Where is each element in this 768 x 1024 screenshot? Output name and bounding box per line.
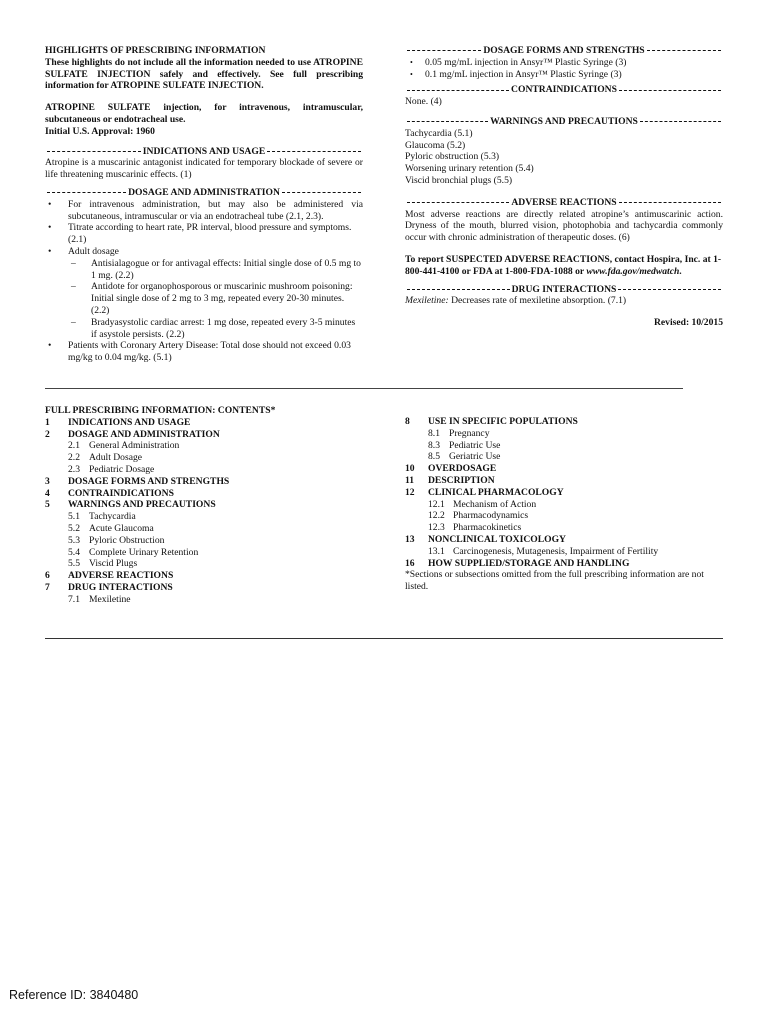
toc-subsection[interactable] bbox=[405, 522, 723, 534]
interactions-section-header bbox=[405, 284, 723, 296]
dosage-list bbox=[45, 199, 363, 364]
highlights-divider bbox=[45, 388, 683, 389]
contraindications-section-header bbox=[405, 84, 723, 96]
highlights-right-column bbox=[405, 45, 723, 329]
toc-left-column bbox=[45, 405, 375, 606]
toc-section-number: 8 bbox=[405, 416, 410, 427]
toc-section-number: 7 bbox=[45, 581, 50, 593]
warning-item: Viscid bronchial plugs (5.5) bbox=[405, 174, 513, 186]
adult-dosage-sublist bbox=[68, 258, 363, 341]
forms-section-header bbox=[405, 45, 723, 57]
toc-section[interactable] bbox=[45, 476, 375, 488]
adverse-report bbox=[405, 254, 723, 278]
toc-section[interactable] bbox=[405, 534, 723, 546]
toc-subsection-number: 12.3 bbox=[428, 522, 445, 534]
toc-subsection[interactable] bbox=[405, 499, 723, 511]
toc-footnote: *Sections or subsections omitted from the full prescribing information are not listed. bbox=[405, 569, 704, 593]
toc-subsection-number: 5.1 bbox=[68, 511, 80, 523]
toc-section[interactable] bbox=[405, 416, 723, 428]
adverse-title: ADVERSE REACTIONS bbox=[511, 196, 617, 208]
toc-section-number: 13 bbox=[405, 533, 415, 545]
interactions-title: DRUG INTERACTIONS bbox=[511, 283, 617, 295]
toc-subsection[interactable] bbox=[45, 523, 375, 535]
toc-subsection-title: Viscid Plugs bbox=[89, 558, 138, 570]
contraindications-title: CONTRAINDICATIONS bbox=[511, 84, 617, 96]
toc-subsection-title: Carcinogenesis, Mutagenesis, Impairment of Fertility bbox=[453, 545, 659, 557]
forms-item: • 0.1 mg/mL injection in Ansyr™ Plastic Syringe (3) bbox=[405, 69, 723, 81]
toc-section[interactable] bbox=[45, 570, 375, 582]
toc-subsection-number: 2.3 bbox=[68, 463, 80, 475]
toc-subsection-number: 13.1 bbox=[428, 545, 445, 557]
highlights-intro: These highlights do not include all the information needed to use ATROPINE SULFATE INJECTION safely and effectively. See full prescribing information for ATROPINE SULFATE INJECTION. bbox=[45, 56, 363, 92]
toc-subsection-title: Mexiletine bbox=[89, 593, 131, 605]
toc-section[interactable] bbox=[405, 475, 723, 487]
toc-section-number: 10 bbox=[405, 463, 415, 475]
toc-subsection[interactable] bbox=[45, 511, 375, 523]
toc-divider bbox=[45, 638, 723, 639]
adverse-report-text: To report SUSPECTED ADVERSE REACTIONS, contact Hospira, Inc. at 1-800-441-4100 or FDA at 1-800-FDA-1088 or bbox=[405, 253, 722, 277]
adverse-text: Most adverse reactions are directly related atropine’s antimuscarinic action. Dryness of the mouth, blurred vision, photophobia and tachycardia commonly occur with chronic administration of therapeutic doses. (6) bbox=[405, 208, 723, 244]
toc-section-number: 6 bbox=[45, 570, 50, 582]
toc-subsection-title: Pyloric Obstruction bbox=[89, 534, 165, 546]
toc-section[interactable] bbox=[405, 487, 723, 499]
toc-subsection-title: Pediatric Dosage bbox=[89, 463, 155, 475]
toc-subsection-number: 12.1 bbox=[428, 498, 445, 510]
toc-left-list bbox=[45, 417, 375, 606]
indications-section-header bbox=[45, 146, 363, 158]
toc-right-list bbox=[405, 416, 723, 569]
forms-list bbox=[405, 57, 723, 81]
toc-section-title: HOW SUPPLIED/STORAGE AND HANDLING bbox=[428, 557, 630, 569]
toc-subsection-number: 8.3 bbox=[428, 439, 440, 451]
toc-section[interactable] bbox=[45, 488, 375, 500]
toc-right-column bbox=[405, 416, 723, 593]
dosage-bullet-route: • For intravenous administration, but may also be administered via subcutaneous, intramuscular or via an endotracheal tube (2.1, 2.3). bbox=[45, 199, 363, 223]
toc-section[interactable] bbox=[405, 463, 723, 475]
adverse-section-header bbox=[405, 197, 723, 209]
toc-section-number: 12 bbox=[405, 486, 415, 498]
toc-section-number: 3 bbox=[45, 475, 50, 487]
toc-subsection[interactable] bbox=[45, 558, 375, 570]
toc-subsection-title: Tachycardia bbox=[89, 511, 136, 523]
toc-subsection[interactable] bbox=[45, 535, 375, 547]
toc-section-title: CLINICAL PHARMACOLOGY bbox=[428, 486, 564, 498]
toc-section-number: 11 bbox=[405, 474, 415, 486]
dosage-bullet-adult bbox=[45, 246, 363, 340]
toc-subsection-number: 8.1 bbox=[428, 427, 440, 439]
toc-section-title: WARNINGS AND PRECAUTIONS bbox=[68, 499, 216, 511]
warning-item: Glaucoma (5.2) bbox=[405, 139, 466, 151]
toc-subsection-number: 2.2 bbox=[68, 452, 80, 464]
toc-section[interactable] bbox=[405, 558, 723, 570]
toc-subsection[interactable] bbox=[405, 440, 723, 452]
toc-subsection-number: 8.5 bbox=[428, 451, 440, 463]
toc-subsection-number: 2.1 bbox=[68, 440, 80, 452]
product-description: ATROPINE SULFATE injection, for intravenous, intramuscular, subcutaneous or endotracheal use. bbox=[45, 102, 363, 125]
medwatch-link[interactable]: www.fda.gov/medwatch bbox=[586, 265, 680, 277]
toc-subsection-title: Pharmacodynamics bbox=[453, 510, 529, 522]
dosage-bullet-titrate: • Titrate according to heart rate, PR interval, blood pressure and symptoms. (2.1) bbox=[45, 222, 363, 246]
toc-subsection-title: Mechanism of Action bbox=[453, 498, 537, 510]
toc-section-number: 5 bbox=[45, 499, 50, 511]
dosage-title: DOSAGE AND ADMINISTRATION bbox=[128, 186, 280, 198]
interaction-drug: Mexiletine: bbox=[405, 295, 449, 307]
toc-subsection-title: Pediatric Use bbox=[449, 439, 501, 451]
toc-subsection-title: Acute Glaucoma bbox=[89, 522, 154, 534]
toc-heading: FULL PRESCRIBING INFORMATION: CONTENTS* bbox=[45, 405, 276, 416]
toc-subsection-title: Complete Urinary Retention bbox=[89, 546, 199, 558]
warning-item: Pyloric obstruction (5.3) bbox=[405, 151, 500, 163]
toc-section-title: DOSAGE FORMS AND STRENGTHS bbox=[68, 475, 230, 487]
dosage-adult-label: Adult dosage bbox=[68, 245, 119, 257]
toc-subsection-number: 5.4 bbox=[68, 546, 80, 558]
toc-subsection-title: Pharmacokinetics bbox=[453, 522, 522, 534]
toc-subsection[interactable] bbox=[45, 464, 375, 476]
toc-section-title: DESCRIPTION bbox=[428, 474, 495, 486]
initial-approval: Initial U.S. Approval: 1960 bbox=[45, 125, 155, 137]
toc-subsection-number: 7.1 bbox=[68, 593, 80, 605]
toc-subsection[interactable] bbox=[45, 547, 375, 559]
toc-section-title: OVERDOSAGE bbox=[428, 463, 497, 475]
toc-subsection-number: 12.2 bbox=[428, 510, 445, 522]
toc-section-title: CONTRAINDICATIONS bbox=[68, 487, 174, 499]
warnings-title: WARNINGS AND PRECAUTIONS bbox=[490, 115, 638, 127]
toc-section-title: INDICATIONS AND USAGE bbox=[68, 416, 191, 428]
highlights-heading: HIGHLIGHTS OF PRESCRIBING INFORMATION bbox=[45, 45, 266, 56]
toc-section-number: 1 bbox=[45, 416, 50, 428]
toc-section[interactable] bbox=[45, 417, 375, 429]
indications-text: Atropine is a muscarinic antagonist indicated for temporary blockade of severe or life threatening muscarinic effects. (1) bbox=[45, 157, 363, 181]
toc-subsection[interactable] bbox=[405, 428, 723, 440]
toc-subsection[interactable] bbox=[405, 451, 723, 463]
toc-subsection-number: 5.2 bbox=[68, 522, 80, 534]
toc-section[interactable] bbox=[45, 499, 375, 511]
dosage-sub-antisialagogue: – Antisialagogue or for antivagal effects: Initial single dose of 0.5 mg to 1 mg. (2.2) bbox=[68, 258, 363, 282]
reference-id: Reference ID: 3840480 bbox=[9, 988, 139, 1002]
toc-subsection-number: 5.5 bbox=[68, 558, 80, 570]
toc-subsection[interactable] bbox=[45, 594, 375, 606]
indications-title: INDICATIONS AND USAGE bbox=[142, 145, 266, 157]
dosage-sub-cardiac-arrest: – Bradyasystolic cardiac arrest: 1 mg dose, repeated every 3-5 minutes if asystole persists. (2.2) bbox=[68, 317, 363, 341]
toc-section-title: ADVERSE REACTIONS bbox=[68, 570, 174, 582]
toc-subsection-title: General Administration bbox=[89, 440, 180, 452]
toc-subsection-title: Pregnancy bbox=[449, 427, 490, 439]
adverse-report-end: . bbox=[679, 265, 682, 277]
warning-item: Worsening urinary retention (5.4) bbox=[405, 163, 534, 175]
toc-subsection[interactable] bbox=[405, 510, 723, 522]
toc-section-number: 16 bbox=[405, 557, 415, 569]
toc-section[interactable] bbox=[45, 429, 375, 441]
dosage-sub-antidote: – Antidote for organophosporous or muscarinic mushroom poisoning: Initial single dose of 2 mg to 3 mg, repeated every 20-30 minutes. (2.2) bbox=[68, 281, 363, 316]
toc-section[interactable] bbox=[45, 582, 375, 594]
dosage-bullet-cad: • Patients with Coronary Artery Disease: Total dose should not exceed 0.03 mg/kg to 0.04 mg/kg. (5.1) bbox=[45, 340, 363, 364]
warning-item: Tachycardia (5.1) bbox=[405, 127, 473, 139]
toc-section-title: USE IN SPECIFIC POPULATIONS bbox=[428, 416, 578, 427]
toc-subsection-title: Geriatric Use bbox=[449, 451, 501, 463]
forms-title: DOSAGE FORMS AND STRENGTHS bbox=[483, 45, 645, 56]
toc-subsection-title: Adult Dosage bbox=[89, 452, 143, 464]
toc-section-title: DOSAGE AND ADMINISTRATION bbox=[68, 428, 220, 440]
toc-subsection-number: 5.3 bbox=[68, 534, 80, 546]
toc-subsection[interactable] bbox=[405, 546, 723, 558]
toc-section-title: NONCLINICAL TOXICOLOGY bbox=[428, 533, 566, 545]
warnings-section-header bbox=[405, 116, 723, 128]
interactions-text bbox=[405, 295, 723, 307]
toc-subsection[interactable] bbox=[45, 440, 375, 452]
toc-section-number: 2 bbox=[45, 428, 50, 440]
revised-date: Revised: 10/2015 bbox=[653, 317, 723, 329]
forms-item: • 0.05 mg/mL injection in Ansyr™ Plastic Syringe (3) bbox=[405, 57, 723, 69]
contraindications-text: None. (4) bbox=[405, 96, 442, 108]
toc-section-title: DRUG INTERACTIONS bbox=[68, 581, 173, 593]
interaction-effect: Decreases rate of mexiletine absorption. (7.1) bbox=[448, 295, 627, 307]
toc-subsection[interactable] bbox=[45, 452, 375, 464]
highlights-left-column bbox=[45, 45, 363, 364]
toc-section-number: 4 bbox=[45, 487, 50, 499]
dosage-section-header bbox=[45, 187, 363, 199]
